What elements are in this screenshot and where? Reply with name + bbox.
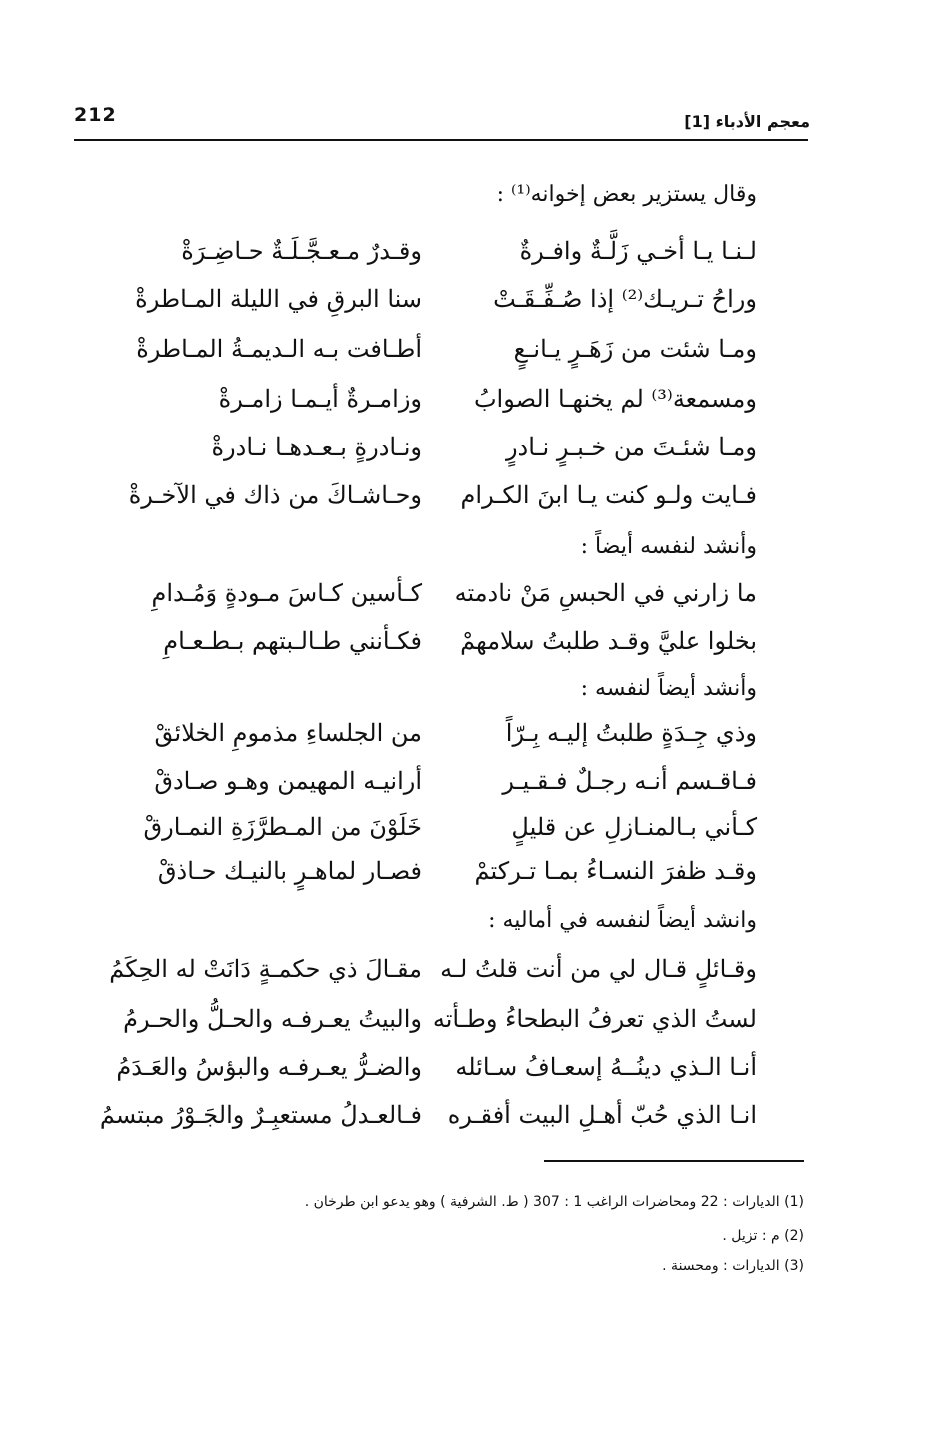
verse-left: ونـادرةٍ بـعـدهـا نـادرةْ <box>211 433 422 461</box>
verse-right: انـا الذي حُبّ أهـلِ البيت أفقـره <box>447 1101 757 1129</box>
verse-right: فـايت ولـو كنت يـا ابنَ الكـرام <box>460 481 757 509</box>
verse-right: لستُ الذي تعرفُ البطحاءُ وطـأته <box>432 1005 757 1033</box>
footnote: (3) الديارات : ومحسنة . <box>662 1258 804 1274</box>
verse-left: من الجلساءِ مذمومِ الخلائقْ <box>154 719 422 747</box>
verse-left: مقـالَ ذي حكمـةٍ دَانَتْ له الحِكَمُ <box>109 955 422 983</box>
verse-left: فصـار لماهـرٍ بالنيـك حـاذقْ <box>157 857 422 885</box>
section-intro: وقال يستزير بعض إخوانه⁽¹⁾ : <box>496 182 757 207</box>
verse-right: ومـا شئت من زَهَـرٍ يـانـعٍ <box>513 335 757 363</box>
verse-right: ومـا شئـتَ من خـبـرٍ نـادرٍ <box>505 433 757 461</box>
footnote: (1) الديارات : 22 ومحاضرات الراغب 1 : 307 ( ط. الشرفية ) وهو يدعو ابن طرخان . <box>304 1194 804 1210</box>
verse-left: فـالعـدلُ مستعبِـرٌ والجَـوْرُ مبتسمُ <box>99 1101 422 1129</box>
verse-left: سنا البرقِ في الليلة المـاطرةْ <box>135 285 422 313</box>
verse-right: لـنـا يـا أخـي زَلَّـةٌ وافـرةٌ <box>519 237 757 265</box>
verse-right: وذي جِـدَةٍ طلبتُ إليـه بِـرّاً <box>505 719 757 747</box>
section-intro: وانشد أيضاً لنفسه في أماليه : <box>488 908 757 933</box>
verse-right: ما زارني في الحبسِ مَنْ نادمته <box>454 579 757 607</box>
verse-left: كـأسين كـاسَ مـودةٍ وَمُـدامِ <box>151 579 422 607</box>
verse-left: وزامـرةٌ أيـمـا زامـرةْ <box>218 385 422 413</box>
section-intro: وأنشد أيضاً لنفسه : <box>580 676 757 701</box>
verse-left: وقـدرٌ مـعـجَّـلَـةٌ حـاضِـرَةْ <box>181 237 422 265</box>
verse-right: أنـا الـذي دينُــهُ إسعـافُ سـائله <box>455 1053 757 1081</box>
verse-right: ومسمعة⁽³⁾ لم يخنهـا الصوابُ <box>473 385 757 413</box>
verse-right: فـاقـسم أنـه رجـلٌ فـقـيـر <box>502 767 757 795</box>
running-title: معجم الأدباء [1] <box>684 112 810 131</box>
footnote-rule <box>544 1160 804 1162</box>
verse-left: والبيتُ يعـرفـه والحـلُّ والحـرمُ <box>123 1005 422 1033</box>
verse-right: بخلوا عليَّ وقـد طلبتُ سلامهمْ <box>460 627 757 655</box>
verse-left: وحـاشـاكَ من ذاك في الآخـرةْ <box>128 481 422 509</box>
verse-right: وقـد ظفرَ النسـاءُ بمـا تـركتمْ <box>474 857 757 885</box>
verse-right: كـأني بـالمنـازلِ عن قليلٍ <box>511 813 757 841</box>
footnote: (2) م : تزيل . <box>722 1228 804 1244</box>
verse-right: وقـائلٍ قـال لي من أنت قلتُ لـه <box>440 955 757 983</box>
verse-left: خَلَوْنَ من المـطرَّزَةِ النمـارقْ <box>143 813 422 841</box>
verse-left: أرانيـه المهيمن وهـو صـادقْ <box>154 767 422 795</box>
header-rule <box>74 139 808 141</box>
page-number: 212 <box>74 104 117 126</box>
verse-left: أطـافت بـه الـديمـةُ المـاطرةْ <box>136 335 422 363</box>
verse-left: فكـأنني طـالـبتهم بـطـعـامِ <box>163 627 422 655</box>
verse-left: والضـرُّ يعـرفـه والبؤسُ والعَـدَمُ <box>116 1053 422 1081</box>
verse-right: وراحُ تـريـك⁽²⁾ إذا صُـفِّـقَـتْ <box>493 285 757 313</box>
section-intro: وأنشد لنفسه أيضاً : <box>580 534 757 559</box>
